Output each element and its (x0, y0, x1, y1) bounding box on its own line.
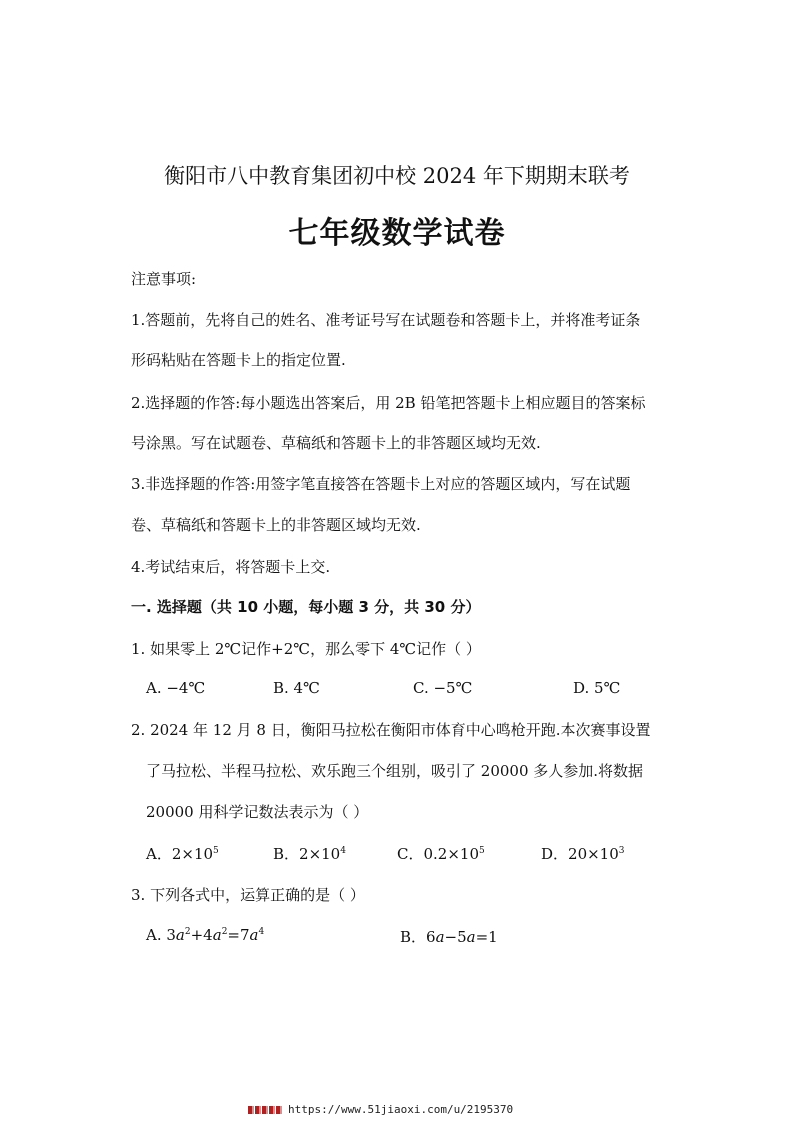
question-3-option-b (400, 926, 498, 947)
expr-part: =7 (227, 926, 250, 944)
option-label: A． (146, 845, 172, 863)
notice-item-1-line-2: 形码粘贴在答题卡上的指定位置. (131, 351, 346, 369)
question-3-option-a (146, 926, 264, 944)
question-1-option-a: A. −4℃ (146, 679, 206, 697)
question-2-line-2: 了马拉松、半程马拉松、欢乐跑三个组别，吸引了 20000 多人参加.将数据 (146, 762, 644, 780)
question-2-option-d (541, 843, 625, 864)
option-exponent: 5 (479, 846, 485, 856)
expr-exponent: 4 (258, 927, 265, 937)
expr-variable: a (212, 926, 222, 944)
expr-part: +4 (190, 926, 213, 944)
expr-variable: a (466, 928, 476, 946)
question-2-option-b (273, 843, 346, 864)
section-heading: 一. 选择题（共 10 小题，每小题 3 分，共 30 分） (131, 598, 481, 616)
option-value: 2×10 (171, 845, 214, 863)
expr-variable: a (249, 926, 259, 944)
question-2-option-a (146, 843, 219, 864)
option-label: B． (400, 928, 427, 946)
question-1-option-b: B. 4℃ (273, 679, 320, 697)
expr-exponent: 2 (184, 927, 191, 937)
expr-part: =1 (475, 928, 498, 946)
notice-item-1-line-1: 1.答题前，先将自己的姓名、准考证号写在试题卷和答题卡上，并将准考证条 (131, 311, 641, 329)
expr-part: −5 (444, 928, 467, 946)
question-1-stem: 1. 如果零上 2℃记作+2℃，那么零下 4℃记作（ ） (131, 640, 481, 658)
notice-item-3-line-2: 卷、草稿纸和答题卡上的非答题区域均无效. (131, 516, 421, 534)
question-2-line-1: 2. 2024 年 12 月 8 日，衡阳马拉松在衡阳市体育中心鸣枪开跑.本次赛事设置 (131, 721, 651, 739)
expr-variable: a (175, 926, 185, 944)
option-label: A. (146, 926, 167, 944)
option-label: D． (541, 845, 569, 863)
expr-variable: a (435, 928, 445, 946)
question-2-line-3: 20000 用科学记数法表示为（ ） (146, 803, 369, 821)
exam-title: 七年级数学试卷 (288, 216, 506, 251)
question-3-stem: 3. 下列各式中，运算正确的是（ ） (131, 886, 365, 904)
notice-item-2-line-1: 2.选择题的作答:每小题选出答案后，用 2B 铅笔把答题卡上相应题目的答案标 (131, 394, 646, 412)
notice-item-3-line-1: 3.非选择题的作答:用签字笔直接答在答题卡上对应的答题区域内，写在试题 (131, 475, 631, 493)
notice-item-4: 4.考试结束后，将答题卡上交. (131, 558, 331, 576)
footer-url[interactable]: https://www.51jiaoxi.com/u/2195370 (288, 1103, 514, 1116)
option-exponent: 5 (213, 846, 219, 856)
expr-part: 6 (426, 928, 436, 946)
question-2-option-c (397, 843, 485, 864)
notice-heading: 注意事项: (131, 270, 197, 288)
question-1-option-d: D. 5℃ (573, 679, 621, 697)
notice-item-2-line-2: 号涂黑。写在试题卷、草稿纸和答题卡上的非答题区域均无效. (131, 434, 541, 452)
option-exponent: 3 (618, 846, 625, 856)
option-exponent: 4 (340, 846, 346, 856)
exam-header-line: 衡阳市八中教育集团初中校 2024 年下期期末联考 (164, 164, 630, 188)
option-label: B． (273, 845, 300, 863)
option-value: 0.2×10 (423, 845, 479, 863)
expr-part: 3 (166, 926, 176, 944)
question-1-option-c: C. −5℃ (413, 679, 473, 697)
expr-exponent: 2 (221, 927, 228, 937)
option-label: C． (397, 845, 424, 863)
option-value: 2×10 (299, 845, 341, 863)
footer (248, 1103, 513, 1116)
watermark-logo-icon (248, 1106, 282, 1114)
option-value: 20×10 (568, 845, 619, 863)
